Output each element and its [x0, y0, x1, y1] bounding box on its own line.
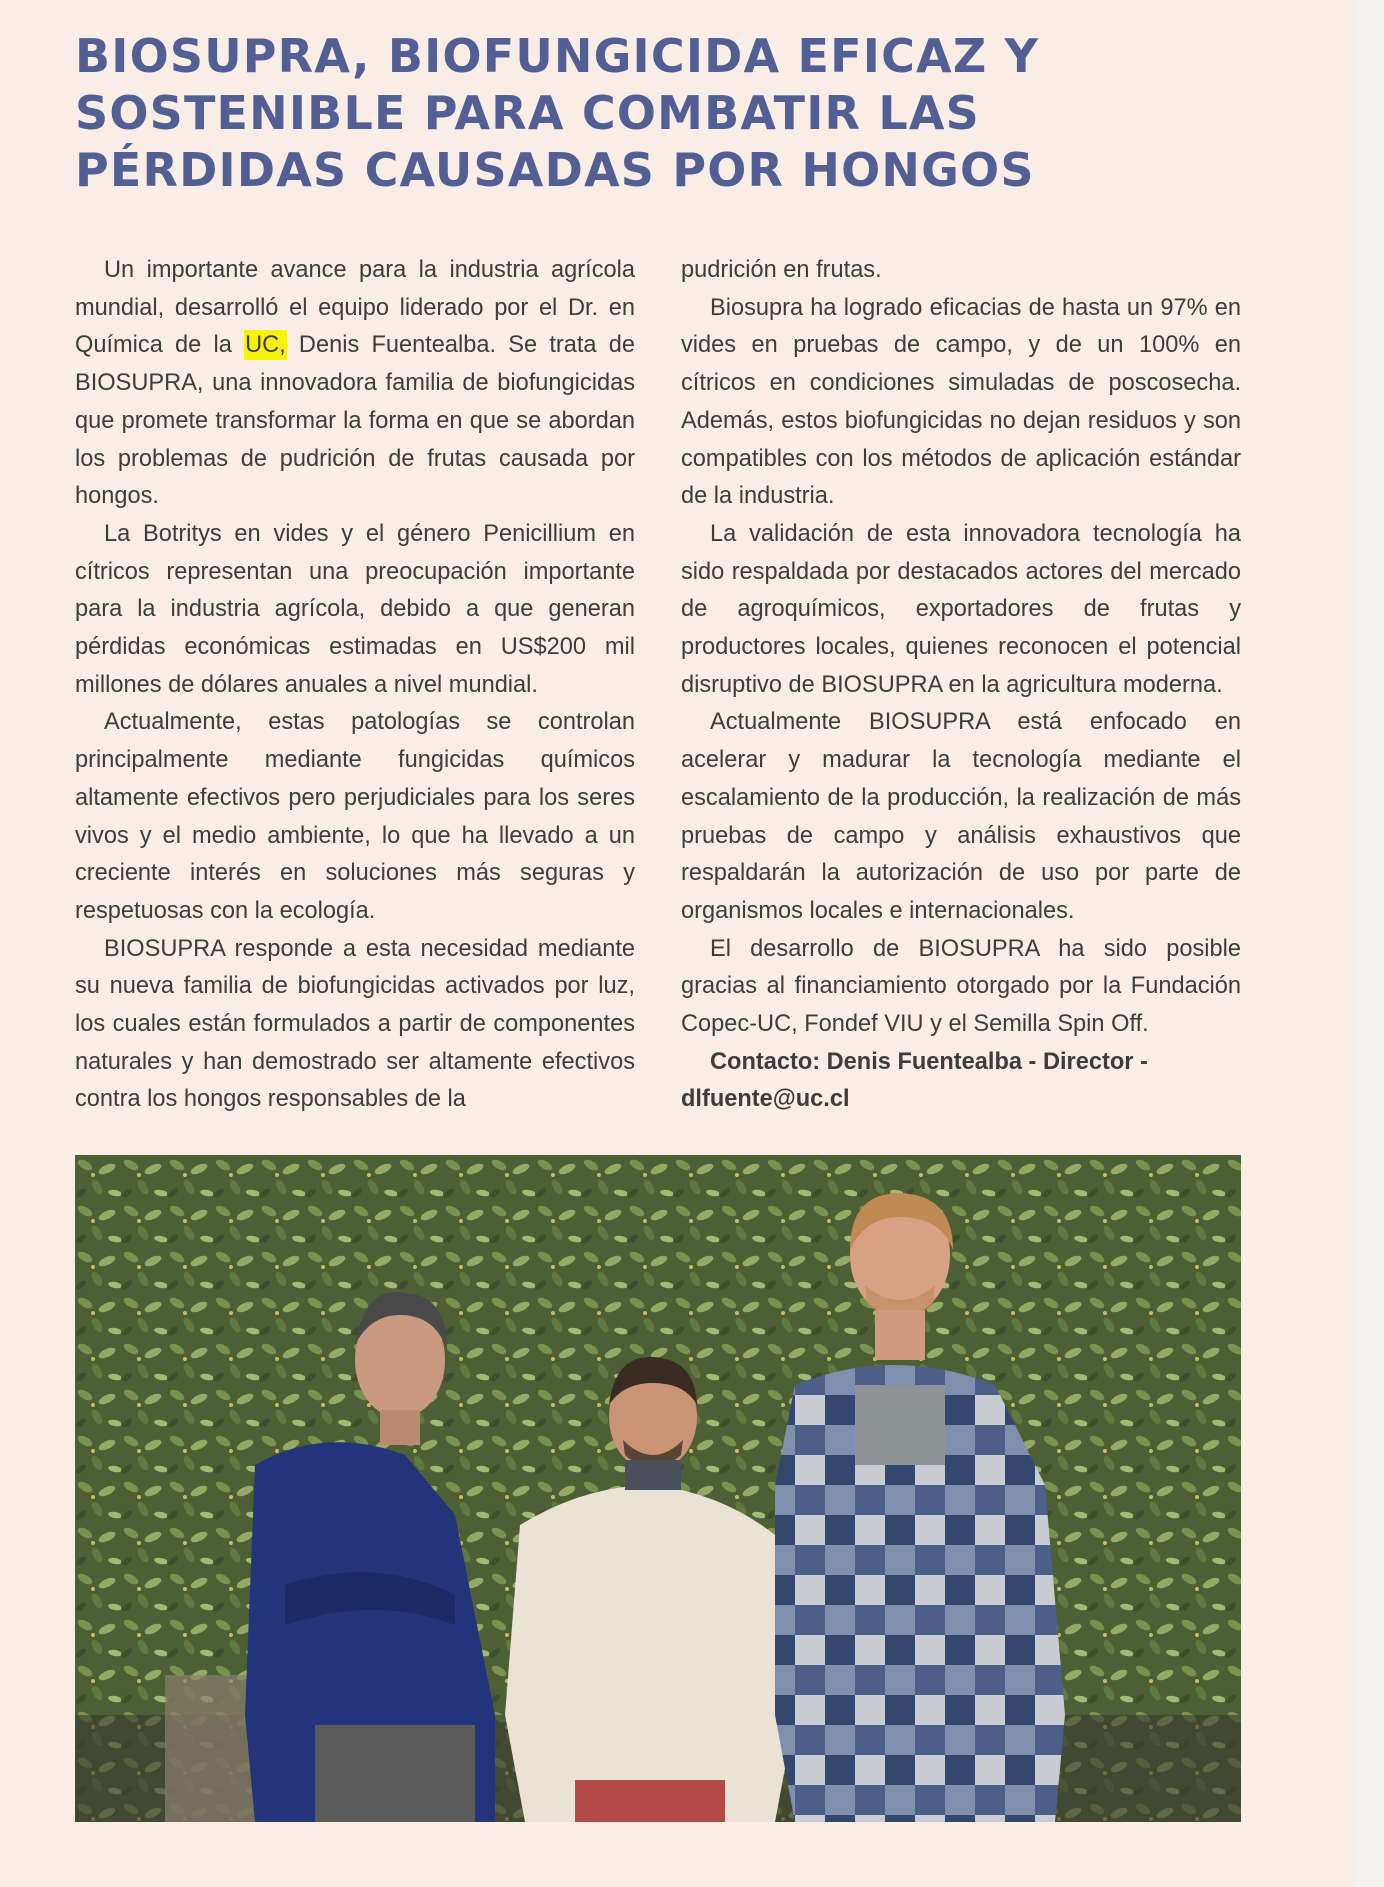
paragraph-7: Actualmente BIOSUPRA está enfocado en acelerar y madurar la tecnología mediante el escalamiento de la producción, la realización de más pruebas de campo y análisis exhaustivos que respaldarán la autorización de uso por parte de organismos locales e internacionales. [681, 709, 1241, 924]
paragraph-2: La Botritys en vides y el género Penicillium en cítricos representan una preocupación importante para la industria agrícola, debido a que generan pérdidas económicas estimadas en US$200 mil millones de dólares anuales a nivel mundial. [75, 520, 635, 698]
team-photo-illustration [75, 1155, 1241, 1822]
highlighted-text: UC, [245, 332, 286, 359]
article-column-left [75, 252, 635, 1119]
article-column-right [681, 252, 1241, 1119]
paragraph-8: El desarrollo de BIOSUPRA ha sido posible gracias al financiamiento otorgado por la Fundación Copec-UC, Fondef VIU y el Semilla Spin Off. [681, 935, 1241, 1038]
paragraph-4: BIOSUPRA responde a esta necesidad mediante su nueva familia de biofungicidas activados por luz, los cuales están formulados a partir de componentes naturales y han demostrado ser altamente efectivos contra los hongos responsables de la [75, 935, 635, 1113]
paragraph-6: La validación de esta innovadora tecnología ha sido respaldada por destacados actores del mercado de agroquímicos, exportadores de frutas y productores locales, quienes reconocen el potencial disruptivo de BIOSUPRA en la agricultura moderna. [681, 520, 1241, 698]
paragraph-3: Actualmente, estas patologías se controlan principalmente mediante fungicidas químicos altamente efectivos pero perjudiciales para los seres vivos y el medio ambiente, lo que ha llevado a un creciente interés en soluciones más seguras y respetuosas con la ecología. [75, 709, 635, 924]
paragraph-5: Biosupra ha logrado eficacias de hasta un 97% en vides en pruebas de campo, y de un 100% en cítricos en condiciones simuladas de poscosecha. Además, estos biofungicidas no dejan residuos y son compatibles con los métodos de aplicación estándar de la industria. [681, 294, 1241, 510]
contact-line: Contacto: Denis Fuentealba - Director - dlfuente@uc.cl [681, 1048, 1148, 1113]
paragraph-1-start: Un importante avance para la industria agrícola mundial, desarrolló el equipo liderado por el Dr. en Química de la [75, 257, 635, 359]
paragraph-1 [75, 252, 635, 516]
paragraph-1-end: Denis Fuentealba. Se trata de BIOSUPRA, una innovadora familia de biofungicidas que promete transformar la forma en que se abordan los problemas de pudrición de frutas causada por hongos. [75, 332, 635, 510]
article-title: BIOSUPRA, BIOFUNGICIDA EFICAZ Y SOSTENIBLE PARA COMBATIR LAS PÉRDIDAS CAUSADAS POR HONGOS [75, 29, 1040, 197]
team-photo [75, 1155, 1241, 1822]
page-margin [1355, 0, 1384, 1887]
paragraph-4-continued: pudrición en frutas. [681, 257, 882, 283]
